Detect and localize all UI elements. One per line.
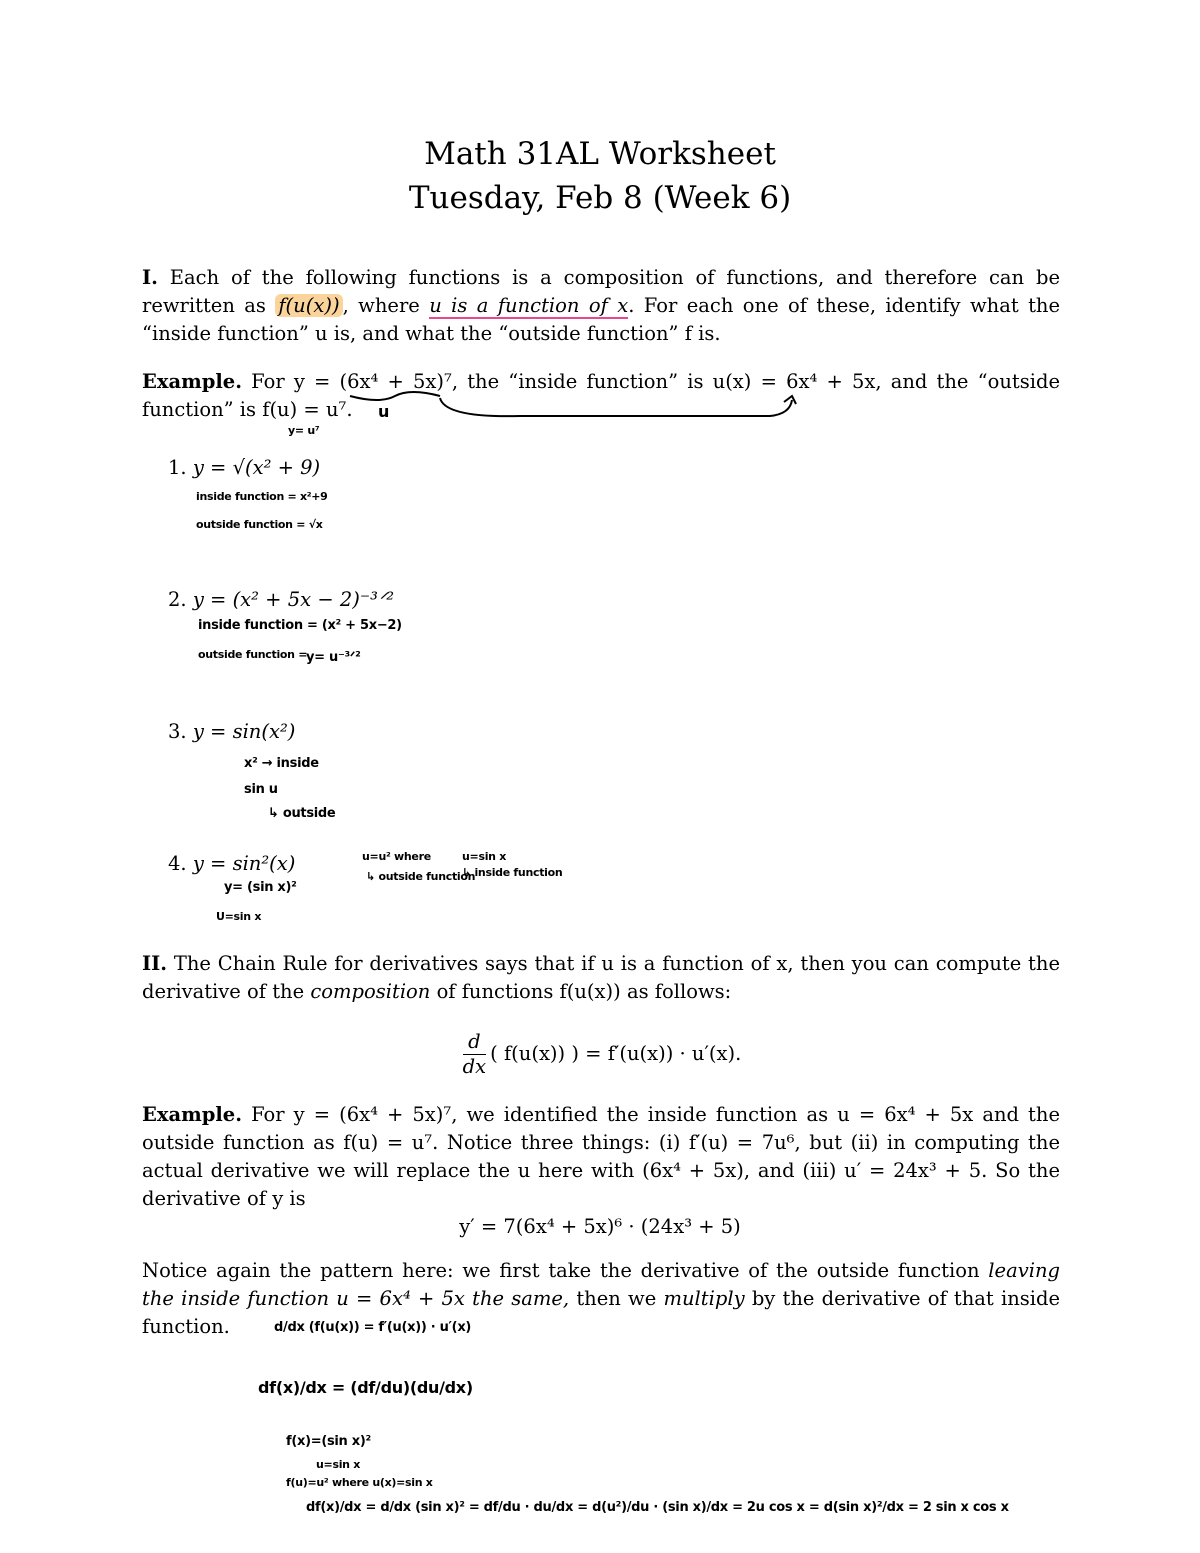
problem-1-note-outside: outside function = √x — [196, 518, 323, 531]
problem-2-expression: y = (x² + 5x − 2)⁻³ᐟ² — [192, 588, 395, 611]
part-1-rest: . For each one of these, identify what the “inside function” u is, and what the “outside function” f is. — [142, 294, 1060, 345]
chain-rule-formula — [0, 1030, 1200, 1079]
notice-text2: then we — [576, 1287, 657, 1310]
notice-italic1: leaving the inside function u = 6x⁴ + 5x the same, — [142, 1259, 1060, 1310]
problem-1-number: 1. — [168, 456, 187, 479]
handwritten-leibniz: df(x)/dx = (df/du)(du/dx) — [258, 1378, 473, 1397]
problem-3-note-inside: x² → inside — [244, 756, 319, 771]
handwritten-fx: f(x)=(sin x)² — [286, 1434, 371, 1449]
problem-3-note-outside: ↳ outside — [268, 806, 336, 821]
problem-4-note-outer: u=u² where — [362, 850, 431, 863]
problem-4-note-u: U=sin x — [216, 910, 262, 923]
notice-text3: by the derivative of that inside function. — [142, 1287, 1061, 1338]
problem-3-number: 3. — [168, 720, 187, 743]
handwritten-derivation: df(x)/dx = d/dx (sin x)² = df/du · du/dx = d(u²)/du · (sin x)/dx = 2u cos x = d(sin x)²/dx = 2 sin x cos x — [306, 1500, 1009, 1515]
problem-2-note-outside-value: y= u⁻³ᐟ² — [306, 650, 361, 665]
part-1-as: as — [244, 294, 266, 317]
part-2-composition: composition — [310, 980, 431, 1003]
problem-1 — [168, 456, 320, 479]
part-1-intro — [142, 264, 1060, 348]
problem-1-expression: y = √(x² + 9) — [192, 456, 321, 479]
worksheet-title: Math 31AL Worksheet — [424, 136, 776, 172]
example-1 — [142, 368, 1060, 424]
handwritten-y-note: y= u⁷ — [288, 424, 320, 437]
handwritten-fu: f(u)=u² where u(x)=sin x — [286, 1476, 433, 1489]
problem-4-note-y: y= (sin x)² — [224, 880, 297, 895]
problem-3-note-sin: sin u — [244, 782, 278, 797]
problem-4-note-outer-label: ↳ outside function — [366, 870, 476, 883]
underlined-phrase: u is a function of x — [429, 294, 629, 317]
example-1-label: Example. — [142, 370, 242, 393]
problem-3 — [168, 720, 295, 743]
part-2-intro — [142, 950, 1060, 1006]
notice-text1: Notice again the pattern here: we first take the derivative of the outside function — [142, 1259, 980, 1282]
problem-2-note-inside: inside function = (x² + 5x−2) — [198, 618, 402, 633]
example-1-text: For y = (6x⁴ + 5x)⁷, the “inside function” is u(x) = 6x⁴ + 5x, and the “outside function” is f(u) = u⁷. — [142, 370, 1060, 421]
problem-4-note-inner-label: ↳ inside function — [462, 866, 563, 879]
part-1-where: , where — [342, 294, 420, 317]
part-2-label: II. — [142, 952, 168, 975]
handwritten-u: u=sin x — [316, 1458, 361, 1471]
problem-1-note-inside: inside function = x²+9 — [196, 490, 328, 503]
problem-2-note-outside: outside function = — [198, 648, 308, 661]
notice-italic2: multiply — [663, 1287, 745, 1310]
example-2-label: Example. — [142, 1103, 242, 1126]
worksheet-date: Tuesday, Feb 8 (Week 6) — [408, 180, 792, 216]
example-2 — [142, 1101, 1060, 1213]
part-1-line1: Each of the following functions is a composition of functions, and therefore can be rewritten — [142, 266, 1060, 317]
handwritten-chain-rule: d/dx (f(u(x)) = f′(u(x)) · u′(x) — [274, 1320, 472, 1335]
problem-4-number: 4. — [168, 852, 187, 875]
problem-4-expression: y = sin²(x) — [192, 852, 296, 875]
problem-4 — [168, 852, 295, 875]
problem-3-expression: y = sin(x²) — [192, 720, 296, 743]
problem-2 — [168, 588, 394, 611]
example-2-text: For y = (6x⁴ + 5x)⁷, we identified the inside function as u = 6x⁴ + 5x and the outside function as f(u) = u⁷. Notice three things: (i) f′(u) = 7u⁶, but (ii) in computing the actual derivative we will replace the u here with (6x⁴ + 5x), and (iii) u′ = 24x³ + 5. So the derivative of y is — [142, 1103, 1060, 1210]
handwritten-u-note: u — [378, 402, 390, 421]
part-2-text1: The Chain Rule for derivatives says that if u is a function of x, then you can compute the derivative of the — [142, 952, 1060, 1003]
highlighted-composition: f(u(x)) — [275, 294, 342, 317]
part-1-label: I. — [142, 266, 158, 289]
chain-rule-fraction: $\frac{d}{dx}$ — [462, 1030, 487, 1078]
part-2-text2: of functions f(u(x)) as follows: — [436, 980, 732, 1003]
problem-2-number: 2. — [168, 588, 187, 611]
chain-rule-rest: ( f(u(x)) ) = f′(u(x)) · u′(x). — [490, 1042, 742, 1065]
problem-4-note-inner: u=sin x — [462, 850, 507, 863]
example-2-result: y′ = 7(6x⁴ + 5x)⁶ · (24x³ + 5) — [459, 1215, 741, 1238]
